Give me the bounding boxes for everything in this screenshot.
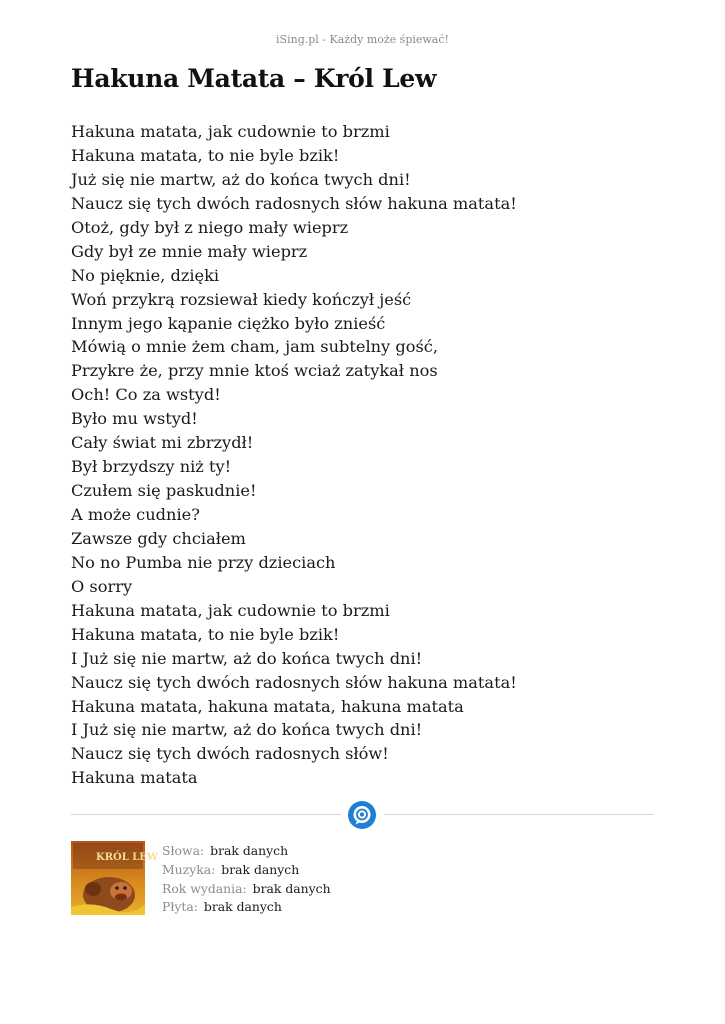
lyric-line: No no Pumba nie przy dzieciach <box>71 552 336 572</box>
lyric-line: Było mu wstyd! <box>71 409 198 429</box>
meta-label: Rok wydania: <box>162 880 247 896</box>
lyric-line: Hakuna matata <box>71 768 198 788</box>
meta-value: brak danych <box>252 880 331 896</box>
divider <box>71 814 341 815</box>
meta-label: Słowa: <box>162 843 205 858</box>
svg-text:KRÓL LEW: KRÓL LEW <box>96 852 159 863</box>
album-cover <box>71 841 159 915</box>
divider <box>384 814 654 815</box>
lyric-line: Woń przykrą rozsiewał kiedy kończył jeść <box>71 289 412 309</box>
meta-row-year <box>162 880 331 899</box>
meta-label: Płyta: <box>162 899 198 915</box>
lyric-line: Hakuna matata, to nie byle bzik! <box>71 624 340 644</box>
lyric-line: I Już się nie martw, aż do końca twych dni! <box>71 720 423 740</box>
lyric-line: Innym jego kąpanie ciężko było znieść <box>71 313 386 333</box>
lyric-line: Naucz się tych dwóch radosnych słów hakuna matata! <box>71 193 517 213</box>
lyric-line: Gdy był ze mnie mały wieprz <box>71 241 308 261</box>
lyric-line: Mówią o mnie żem cham, jam subtelny gość, <box>71 337 438 357</box>
lyric-line: Och! Co za wstyd! <box>71 385 221 405</box>
lyric-line: Naucz się tych dwóch radosnych słów! <box>71 744 389 764</box>
lyric-line: No pięknie, dzięki <box>71 265 220 285</box>
ising-logo-icon <box>348 801 376 829</box>
meta-row-album <box>162 898 331 917</box>
lyric-line: Czułem się paskudnie! <box>71 481 257 501</box>
lyric-line: Hakuna matata, to nie byle bzik! <box>71 145 340 165</box>
meta-row-words <box>162 842 331 861</box>
meta-row-music <box>162 861 331 880</box>
lyric-line: O sorry <box>71 576 133 596</box>
lyric-line: Zawsze gdy chciałem <box>71 528 246 548</box>
lyric-line: Był brzydszy niż ty! <box>71 457 232 477</box>
lyric-line: Hakuna matata, jak cudownie to brzmi <box>71 122 390 141</box>
meta-label: Muzyka: <box>162 861 216 877</box>
lyric-line: A może cudnie? <box>71 505 200 524</box>
site-header: iSing.pl - Każdy może śpiewać! <box>276 33 449 46</box>
lyric-line: Hakuna matata, hakuna matata, hakuna matata <box>71 696 464 716</box>
meta-value: brak danych <box>221 861 300 877</box>
meta-value: brak danych <box>210 843 289 858</box>
song-metadata <box>162 842 331 917</box>
lyric-line: Otoż, gdy był z niego mały wieprz <box>71 217 349 237</box>
lyric-line: Hakuna matata, jak cudownie to brzmi <box>71 600 390 620</box>
lyric-line: Przykre że, przy mnie ktoś wciaż zatykał nos <box>71 361 438 381</box>
lyric-line: I Już się nie martw, aż do końca twych dni! <box>71 648 423 668</box>
song-title: Hakuna Matata – Król Lew <box>71 64 437 93</box>
lyric-line: Cały świat mi zbrzydł! <box>71 433 254 453</box>
meta-value: brak danych <box>203 899 282 915</box>
lyric-line: Już się nie martw, aż do końca twych dni! <box>71 169 411 189</box>
lyric-line: Naucz się tych dwóch radosnych słów hakuna matata! <box>71 672 517 692</box>
lyrics <box>71 120 671 790</box>
